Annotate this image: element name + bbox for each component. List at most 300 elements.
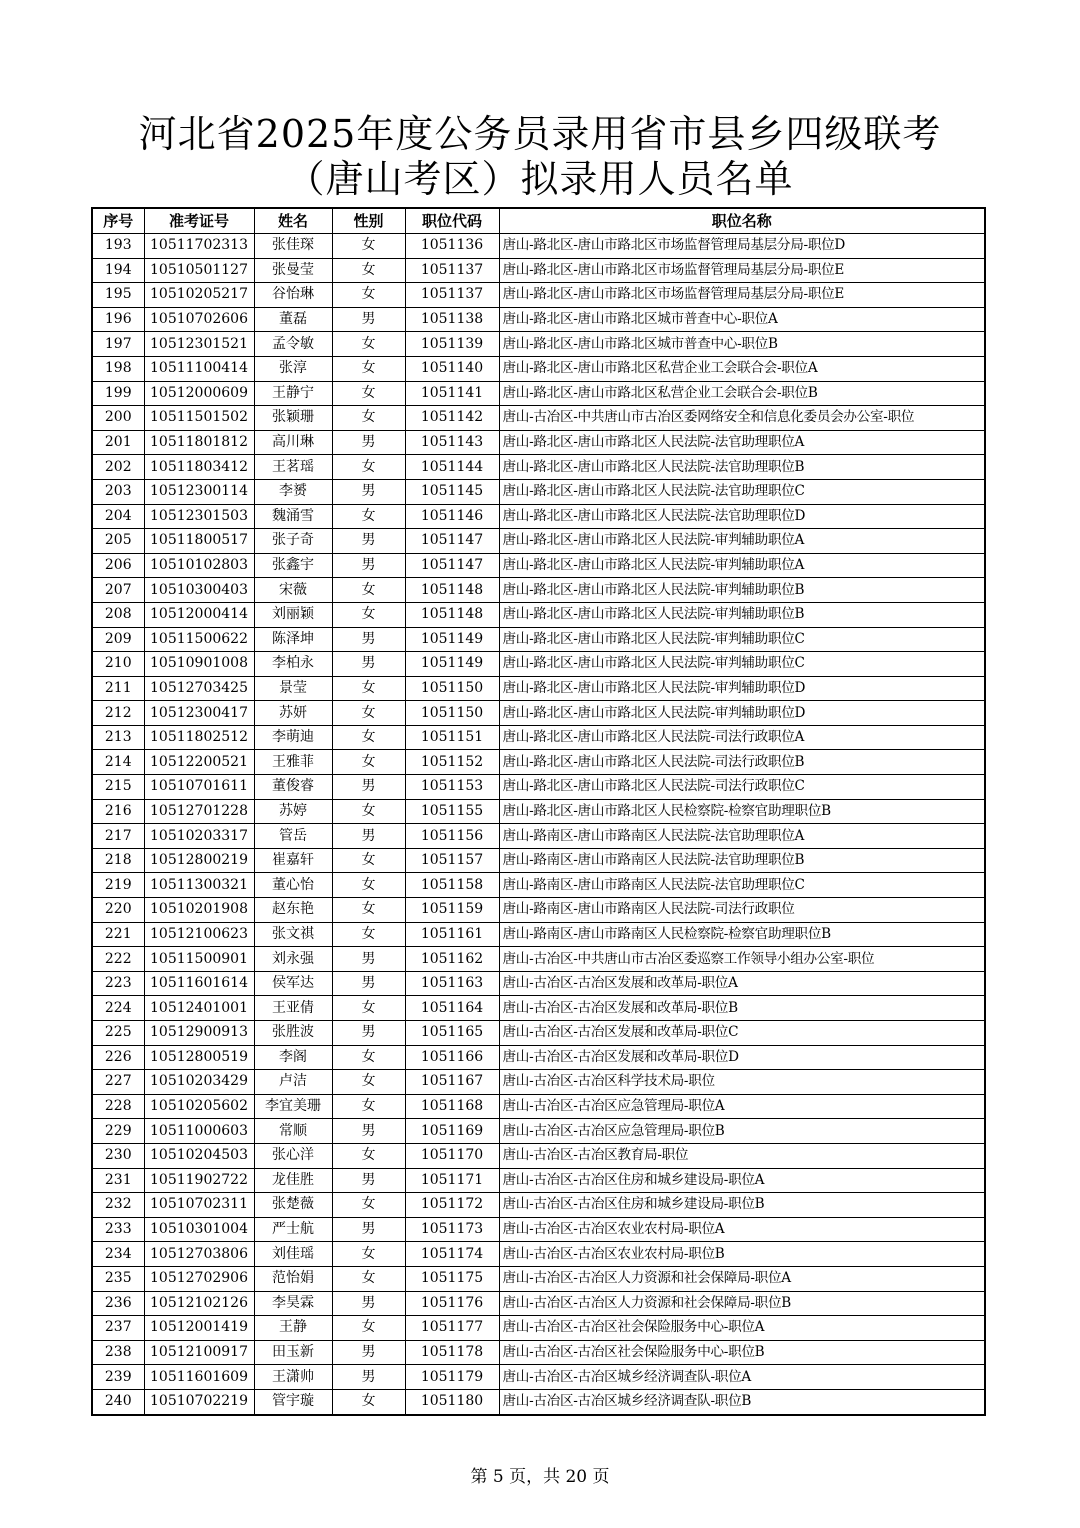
cell-exam-number: 10512800519 (144, 1045, 254, 1070)
table-row (92, 1021, 985, 1046)
cell-position-name: 唐山-路北区-唐山市路北区人民法院-司法行政职位A (499, 725, 985, 750)
cell-name: 李宜美珊 (254, 1094, 332, 1119)
cell-position-code: 1051173 (405, 1217, 499, 1242)
table-row (92, 676, 985, 701)
cell-exam-number: 10510203317 (144, 824, 254, 849)
cell-position-name: 唐山-路北区-唐山市路北区市场监督管理局基层分局-职位E (499, 258, 985, 283)
cell-exam-number: 10510301004 (144, 1217, 254, 1242)
cell-index: 229 (92, 1119, 144, 1144)
table-row (92, 1193, 985, 1218)
cell-position-name: 唐山-路北区-唐山市路北区人民法院-审判辅助职位D (499, 701, 985, 726)
cell-exam-number: 10512001419 (144, 1316, 254, 1341)
cell-index: 220 (92, 898, 144, 923)
cell-index: 217 (92, 824, 144, 849)
cell-position-name: 唐山-古冶区-古冶区发展和改革局-职位D (499, 1045, 985, 1070)
cell-position-code: 1051164 (405, 996, 499, 1021)
table-row (92, 479, 985, 504)
cell-position-code: 1051151 (405, 725, 499, 750)
cell-name: 刘丽颖 (254, 602, 332, 627)
cell-name: 董俊睿 (254, 775, 332, 800)
table-row (92, 971, 985, 996)
cell-exam-number: 10511801812 (144, 430, 254, 455)
table-row (92, 1316, 985, 1341)
cell-position-name: 唐山-路南区-唐山市路南区人民法院-司法行政职位 (499, 898, 985, 923)
cell-exam-number: 10511802512 (144, 725, 254, 750)
page-footer: 第 5 页，共 20 页 (470, 1467, 610, 1487)
cell-index: 236 (92, 1291, 144, 1316)
cell-position-code: 1051145 (405, 479, 499, 504)
cell-position-code: 1051161 (405, 922, 499, 947)
cell-gender: 男 (332, 1119, 405, 1144)
cell-position-code: 1051136 (405, 234, 499, 259)
cell-name: 董心怡 (254, 873, 332, 898)
cell-gender: 女 (332, 1389, 405, 1414)
table-row (92, 627, 985, 652)
cell-position-code: 1051178 (405, 1340, 499, 1365)
cell-position-code: 1051141 (405, 381, 499, 406)
cell-exam-number: 10511601609 (144, 1365, 254, 1390)
cell-index: 205 (92, 529, 144, 554)
cell-gender: 女 (332, 996, 405, 1021)
cell-position-name: 唐山-古冶区-古冶区住房和城乡建设局-职位A (499, 1168, 985, 1193)
cell-position-name: 唐山-路北区-唐山市路北区人民法院-法官助理职位C (499, 479, 985, 504)
cell-index: 230 (92, 1143, 144, 1168)
header-gender: 性别 (332, 208, 405, 234)
cell-position-name: 唐山-路北区-唐山市路北区人民法院-审判辅助职位C (499, 652, 985, 677)
header-position-name: 职位名称 (499, 208, 985, 234)
cell-gender: 女 (332, 356, 405, 381)
cell-position-name: 唐山-路北区-唐山市路北区人民法院-审判辅助职位A (499, 529, 985, 554)
cell-exam-number: 10510501127 (144, 258, 254, 283)
cell-gender: 男 (332, 430, 405, 455)
cell-gender: 男 (332, 1365, 405, 1390)
cell-position-name: 唐山-古冶区-古冶区教育局-职位 (499, 1143, 985, 1168)
table-row (92, 701, 985, 726)
table-row (92, 602, 985, 627)
table-row (92, 406, 985, 431)
cell-exam-number: 10510702311 (144, 1193, 254, 1218)
cell-name: 李萌迪 (254, 725, 332, 750)
cell-position-code: 1051163 (405, 971, 499, 996)
cell-index: 227 (92, 1070, 144, 1095)
cell-gender: 女 (332, 1045, 405, 1070)
cell-name: 王雅菲 (254, 750, 332, 775)
cell-position-name: 唐山-古冶区-古冶区人力资源和社会保障局-职位B (499, 1291, 985, 1316)
table-header-row (92, 208, 985, 234)
cell-index: 200 (92, 406, 144, 431)
cell-position-code: 1051147 (405, 553, 499, 578)
table-row (92, 799, 985, 824)
table-row (92, 258, 985, 283)
cell-name: 张子奇 (254, 529, 332, 554)
table-row (92, 307, 985, 332)
cell-exam-number: 10512000609 (144, 381, 254, 406)
cell-exam-number: 10512300114 (144, 479, 254, 504)
table-row (92, 504, 985, 529)
cell-gender: 男 (332, 529, 405, 554)
table-row (92, 1094, 985, 1119)
cell-name: 赵东艳 (254, 898, 332, 923)
cell-name: 宋薇 (254, 578, 332, 603)
cell-exam-number: 10510901008 (144, 652, 254, 677)
table-row (92, 1242, 985, 1267)
table-row (92, 1340, 985, 1365)
cell-position-code: 1051150 (405, 701, 499, 726)
cell-gender: 女 (332, 873, 405, 898)
table-row (92, 1168, 985, 1193)
header-name: 姓名 (254, 208, 332, 234)
cell-position-code: 1051172 (405, 1193, 499, 1218)
page-title-line2: （唐山考区）拟录用人员名单 (286, 157, 794, 201)
cell-position-name: 唐山-路北区-唐山市路北区人民法院-审判辅助职位D (499, 676, 985, 701)
cell-index: 223 (92, 971, 144, 996)
cell-gender: 女 (332, 676, 405, 701)
cell-gender: 男 (332, 1021, 405, 1046)
cell-position-code: 1051179 (405, 1365, 499, 1390)
cell-position-code: 1051143 (405, 430, 499, 455)
cell-index: 239 (92, 1365, 144, 1390)
cell-gender: 男 (332, 479, 405, 504)
cell-exam-number: 10510203429 (144, 1070, 254, 1095)
cell-gender: 女 (332, 922, 405, 947)
cell-index: 225 (92, 1021, 144, 1046)
cell-gender: 男 (332, 1168, 405, 1193)
cell-name: 刘佳瑶 (254, 1242, 332, 1267)
cell-position-code: 1051139 (405, 332, 499, 357)
cell-index: 201 (92, 430, 144, 455)
cell-gender: 女 (332, 332, 405, 357)
cell-position-code: 1051152 (405, 750, 499, 775)
cell-gender: 男 (332, 307, 405, 332)
cell-gender: 男 (332, 553, 405, 578)
cell-gender: 女 (332, 578, 405, 603)
cell-position-name: 唐山-古冶区-古冶区住房和城乡建设局-职位B (499, 1193, 985, 1218)
cell-position-code: 1051165 (405, 1021, 499, 1046)
table-row (92, 1266, 985, 1291)
table-row (92, 824, 985, 849)
cell-name: 张曼莹 (254, 258, 332, 283)
cell-position-code: 1051166 (405, 1045, 499, 1070)
cell-position-code: 1051158 (405, 873, 499, 898)
cell-index: 212 (92, 701, 144, 726)
cell-name: 张文祺 (254, 922, 332, 947)
cell-position-code: 1051146 (405, 504, 499, 529)
cell-index: 196 (92, 307, 144, 332)
cell-gender: 女 (332, 1316, 405, 1341)
cell-gender: 男 (332, 1217, 405, 1242)
cell-exam-number: 10510102803 (144, 553, 254, 578)
cell-index: 215 (92, 775, 144, 800)
cell-position-name: 唐山-路北区-唐山市路北区人民法院-审判辅助职位A (499, 553, 985, 578)
table-row (92, 775, 985, 800)
cell-position-name: 唐山-古冶区-古冶区发展和改革局-职位C (499, 1021, 985, 1046)
cell-exam-number: 10510205602 (144, 1094, 254, 1119)
table-row (92, 1365, 985, 1390)
cell-name: 张淳 (254, 356, 332, 381)
cell-exam-number: 10510204503 (144, 1143, 254, 1168)
cell-exam-number: 10512900913 (144, 1021, 254, 1046)
cell-position-name: 唐山-古冶区-古冶区应急管理局-职位A (499, 1094, 985, 1119)
cell-index: 203 (92, 479, 144, 504)
cell-index: 208 (92, 602, 144, 627)
cell-position-name: 唐山-路北区-唐山市路北区人民法院-审判辅助职位B (499, 602, 985, 627)
cell-exam-number: 10510205217 (144, 283, 254, 308)
cell-gender: 女 (332, 750, 405, 775)
cell-name: 李柏永 (254, 652, 332, 677)
cell-index: 211 (92, 676, 144, 701)
cell-exam-number: 10510300403 (144, 578, 254, 603)
cell-position-code: 1051168 (405, 1094, 499, 1119)
cell-name: 李赟 (254, 479, 332, 504)
cell-name: 张颖珊 (254, 406, 332, 431)
cell-gender: 女 (332, 455, 405, 480)
cell-name: 张胜波 (254, 1021, 332, 1046)
cell-index: 240 (92, 1389, 144, 1414)
cell-gender: 女 (332, 799, 405, 824)
table-row (92, 553, 985, 578)
cell-name: 王亚倩 (254, 996, 332, 1021)
cell-position-name: 唐山-路北区-唐山市路北区人民法院-法官助理职位D (499, 504, 985, 529)
cell-gender: 女 (332, 234, 405, 259)
cell-position-code: 1051171 (405, 1168, 499, 1193)
cell-index: 237 (92, 1316, 144, 1341)
cell-gender: 女 (332, 1070, 405, 1095)
cell-name: 田玉新 (254, 1340, 332, 1365)
cell-exam-number: 10512800219 (144, 848, 254, 873)
cell-position-code: 1051162 (405, 947, 499, 972)
cell-position-name: 唐山-路南区-唐山市路南区人民检察院-检察官助理职位B (499, 922, 985, 947)
cell-exam-number: 10512301521 (144, 332, 254, 357)
cell-index: 209 (92, 627, 144, 652)
cell-name: 张心洋 (254, 1143, 332, 1168)
cell-gender: 女 (332, 602, 405, 627)
table-row (92, 332, 985, 357)
cell-position-name: 唐山-路北区-唐山市路北区市场监督管理局基层分局-职位E (499, 283, 985, 308)
cell-index: 221 (92, 922, 144, 947)
table-row (92, 356, 985, 381)
cell-position-name: 唐山-路北区-唐山市路北区城市普查中心-职位A (499, 307, 985, 332)
table-row (92, 529, 985, 554)
cell-name: 范怡娟 (254, 1266, 332, 1291)
cell-name: 刘永强 (254, 947, 332, 972)
cell-name: 孟令敏 (254, 332, 332, 357)
cell-exam-number: 10511702313 (144, 234, 254, 259)
cell-index: 207 (92, 578, 144, 603)
cell-position-code: 1051175 (405, 1266, 499, 1291)
table-row (92, 873, 985, 898)
cell-position-code: 1051148 (405, 578, 499, 603)
table-row (92, 947, 985, 972)
cell-position-name: 唐山-古冶区-古冶区农业农村局-职位A (499, 1217, 985, 1242)
cell-exam-number: 10511500622 (144, 627, 254, 652)
cell-position-code: 1051153 (405, 775, 499, 800)
cell-gender: 女 (332, 1094, 405, 1119)
cell-index: 235 (92, 1266, 144, 1291)
table-row (92, 455, 985, 480)
table-row (92, 234, 985, 259)
cell-gender: 男 (332, 947, 405, 972)
cell-index: 195 (92, 283, 144, 308)
cell-exam-number: 10511300321 (144, 873, 254, 898)
table-row (92, 578, 985, 603)
cell-position-name: 唐山-路北区-唐山市路北区市场监督管理局基层分局-职位D (499, 234, 985, 259)
cell-name: 王静 (254, 1316, 332, 1341)
cell-index: 228 (92, 1094, 144, 1119)
cell-exam-number: 10512702906 (144, 1266, 254, 1291)
cell-position-code: 1051177 (405, 1316, 499, 1341)
cell-index: 238 (92, 1340, 144, 1365)
cell-position-name: 唐山-路北区-唐山市路北区人民法院-法官助理职位A (499, 430, 985, 455)
cell-exam-number: 10512102126 (144, 1291, 254, 1316)
cell-index: 204 (92, 504, 144, 529)
cell-exam-number: 10512000414 (144, 602, 254, 627)
cell-exam-number: 10512300417 (144, 701, 254, 726)
cell-position-code: 1051159 (405, 898, 499, 923)
cell-index: 233 (92, 1217, 144, 1242)
table-row (92, 381, 985, 406)
table-row (92, 1291, 985, 1316)
cell-gender: 男 (332, 1340, 405, 1365)
cell-gender: 女 (332, 848, 405, 873)
cell-position-code: 1051170 (405, 1143, 499, 1168)
cell-name: 张鑫宇 (254, 553, 332, 578)
cell-position-name: 唐山-古冶区-古冶区应急管理局-职位B (499, 1119, 985, 1144)
cell-exam-number: 10511500901 (144, 947, 254, 972)
table-row (92, 750, 985, 775)
cell-name: 李阁 (254, 1045, 332, 1070)
cell-position-name: 唐山-古冶区-古冶区发展和改革局-职位A (499, 971, 985, 996)
cell-name: 侯军达 (254, 971, 332, 996)
table-row (92, 996, 985, 1021)
cell-exam-number: 10511100414 (144, 356, 254, 381)
header-position-code: 职位代码 (405, 208, 499, 234)
cell-exam-number: 10511601614 (144, 971, 254, 996)
cell-name: 王茗瑶 (254, 455, 332, 480)
cell-exam-number: 10512401001 (144, 996, 254, 1021)
table-row (92, 1045, 985, 1070)
cell-position-name: 唐山-古冶区-中共唐山市古冶区委巡察工作领导小组办公室-职位 (499, 947, 985, 972)
cell-position-code: 1051155 (405, 799, 499, 824)
header-index: 序号 (92, 208, 144, 234)
cell-name: 景莹 (254, 676, 332, 701)
cell-name: 张佳琛 (254, 234, 332, 259)
cell-name: 严士航 (254, 1217, 332, 1242)
cell-gender: 女 (332, 1143, 405, 1168)
header-exam-number: 准考证号 (144, 208, 254, 234)
cell-position-name: 唐山-路北区-唐山市路北区人民检察院-检察官助理职位B (499, 799, 985, 824)
table-row (92, 922, 985, 947)
table-row (92, 725, 985, 750)
table-row (92, 898, 985, 923)
cell-position-code: 1051150 (405, 676, 499, 701)
cell-exam-number: 10511501502 (144, 406, 254, 431)
cell-index: 218 (92, 848, 144, 873)
cell-name: 龙佳胜 (254, 1168, 332, 1193)
cell-index: 232 (92, 1193, 144, 1218)
cell-name: 卢洁 (254, 1070, 332, 1095)
cell-index: 214 (92, 750, 144, 775)
cell-gender: 男 (332, 1291, 405, 1316)
cell-index: 234 (92, 1242, 144, 1267)
cell-name: 高川琳 (254, 430, 332, 455)
cell-position-code: 1051176 (405, 1291, 499, 1316)
cell-position-name: 唐山-古冶区-古冶区社会保险服务中心-职位A (499, 1316, 985, 1341)
cell-index: 210 (92, 652, 144, 677)
cell-position-name: 唐山-古冶区-中共唐山市古冶区委网络安全和信息化委员会办公室-职位 (499, 406, 985, 431)
cell-gender: 女 (332, 283, 405, 308)
cell-name: 常顺 (254, 1119, 332, 1144)
cell-position-code: 1051140 (405, 356, 499, 381)
cell-exam-number: 10512703806 (144, 1242, 254, 1267)
cell-gender: 女 (332, 504, 405, 529)
cell-gender: 男 (332, 971, 405, 996)
cell-position-code: 1051147 (405, 529, 499, 554)
cell-name: 董磊 (254, 307, 332, 332)
cell-position-code: 1051169 (405, 1119, 499, 1144)
cell-position-code: 1051149 (405, 627, 499, 652)
cell-position-name: 唐山-古冶区-古冶区人力资源和社会保障局-职位A (499, 1266, 985, 1291)
cell-gender: 女 (332, 1242, 405, 1267)
cell-name: 谷怡琳 (254, 283, 332, 308)
cell-gender: 男 (332, 775, 405, 800)
cell-index: 198 (92, 356, 144, 381)
cell-gender: 女 (332, 406, 405, 431)
cell-gender: 女 (332, 1266, 405, 1291)
cell-exam-number: 10512200521 (144, 750, 254, 775)
table-row (92, 652, 985, 677)
cell-exam-number: 10512100623 (144, 922, 254, 947)
cell-position-name: 唐山-古冶区-古冶区科学技术局-职位 (499, 1070, 985, 1095)
cell-index: 226 (92, 1045, 144, 1070)
cell-name: 王静宁 (254, 381, 332, 406)
cell-position-code: 1051138 (405, 307, 499, 332)
cell-position-name: 唐山-路南区-唐山市路南区人民法院-法官助理职位B (499, 848, 985, 873)
cell-gender: 女 (332, 1193, 405, 1218)
cell-name: 苏婷 (254, 799, 332, 824)
cell-position-code: 1051142 (405, 406, 499, 431)
cell-position-code: 1051174 (405, 1242, 499, 1267)
cell-index: 206 (92, 553, 144, 578)
cell-index: 219 (92, 873, 144, 898)
cell-position-name: 唐山-古冶区-古冶区城乡经济调查队-职位B (499, 1389, 985, 1414)
cell-gender: 男 (332, 824, 405, 849)
cell-position-name: 唐山-路南区-唐山市路南区人民法院-法官助理职位C (499, 873, 985, 898)
cell-position-code: 1051137 (405, 258, 499, 283)
cell-position-name: 唐山-路北区-唐山市路北区人民法院-审判辅助职位C (499, 627, 985, 652)
cell-gender: 男 (332, 627, 405, 652)
cell-exam-number: 10511000603 (144, 1119, 254, 1144)
cell-position-name: 唐山-路北区-唐山市路北区人民法院-司法行政职位B (499, 750, 985, 775)
cell-position-name: 唐山-路北区-唐山市路北区人民法院-审判辅助职位B (499, 578, 985, 603)
cell-gender: 女 (332, 725, 405, 750)
cell-position-name: 唐山-路南区-唐山市路南区人民法院-法官助理职位A (499, 824, 985, 849)
table-row (92, 1070, 985, 1095)
cell-index: 213 (92, 725, 144, 750)
cell-position-name: 唐山-古冶区-古冶区社会保险服务中心-职位B (499, 1340, 985, 1365)
cell-index: 197 (92, 332, 144, 357)
cell-exam-number: 10512301503 (144, 504, 254, 529)
cell-name: 崔嘉轩 (254, 848, 332, 873)
cell-position-code: 1051149 (405, 652, 499, 677)
cell-position-name: 唐山-路北区-唐山市路北区人民法院-司法行政职位C (499, 775, 985, 800)
cell-position-name: 唐山-古冶区-古冶区发展和改革局-职位B (499, 996, 985, 1021)
cell-position-code: 1051148 (405, 602, 499, 627)
cell-position-code: 1051137 (405, 283, 499, 308)
cell-position-name: 唐山-路北区-唐山市路北区城市普查中心-职位B (499, 332, 985, 357)
cell-name: 陈泽坤 (254, 627, 332, 652)
cell-exam-number: 10512703425 (144, 676, 254, 701)
cell-name: 魏涌雪 (254, 504, 332, 529)
